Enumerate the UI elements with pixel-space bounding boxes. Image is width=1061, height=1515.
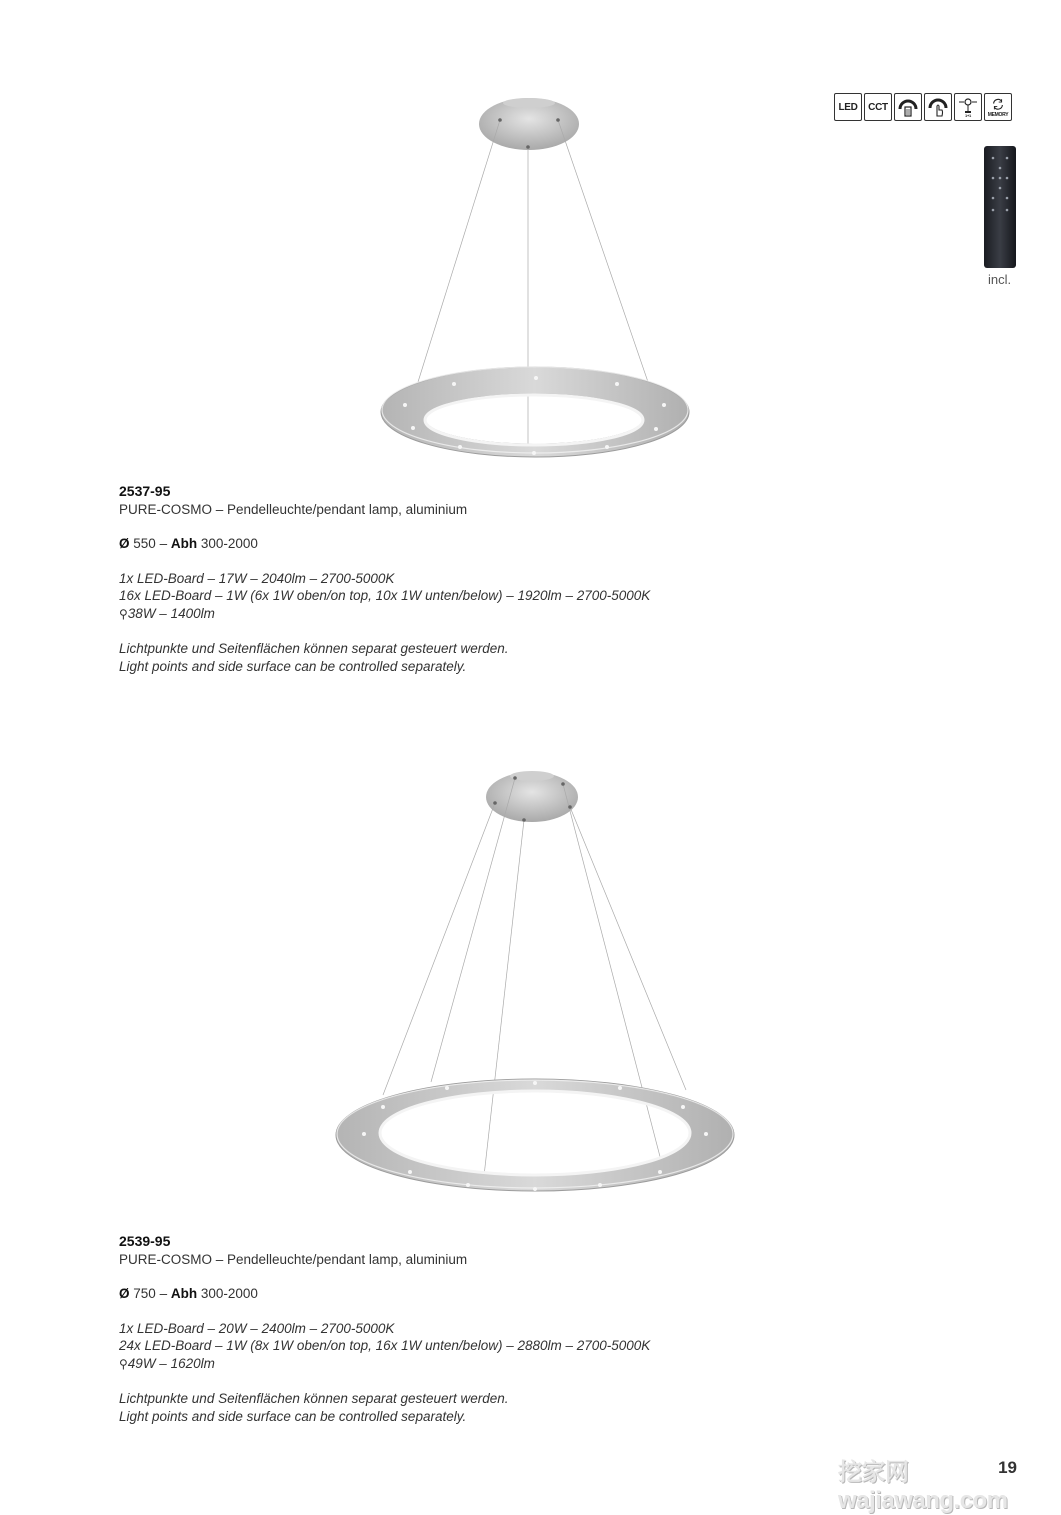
bulb-icon: ⚲ [119, 606, 128, 621]
product-specs [119, 1320, 819, 1374]
spec-line: ⚲38W – 1400lm [119, 605, 215, 621]
product-note [119, 1390, 819, 1425]
page-number: 19 [998, 1458, 1017, 1477]
product-name: PURE-COSMO – Pendelleuchte/pendant lamp, aluminium [119, 1251, 468, 1267]
product-block-2537-95 [119, 483, 819, 675]
cct-icon: CCT [864, 93, 892, 121]
product-specs [119, 570, 819, 624]
remote-caption: incl. [988, 272, 1012, 287]
product-name: PURE-COSMO – Pendelleuchte/pendant lamp, aluminium [119, 501, 468, 517]
spec-line: 1x LED-Board – 17W – 2040lm – 2700-5000K [119, 570, 395, 586]
spec-line: 1x LED-Board – 20W – 2400lm – 2700-5000K [119, 1320, 395, 1336]
note-de: Lichtpunkte und Seitenflächen können separat gesteuert werden. [119, 641, 509, 656]
product-code: 2537-95 [119, 483, 171, 499]
product-dimensions: Ø 550 – Abh 300-2000 [119, 536, 258, 551]
note-en: Light points and side surface can be controlled separately. [119, 1408, 467, 1424]
product-note [119, 640, 819, 675]
memory-icon: MEMORY [984, 93, 1012, 121]
product-dimensions: Ø 750 – Abh 300-2000 [119, 1286, 258, 1301]
led-icon: LED [834, 93, 862, 121]
svg-text:1+1: 1+1 [965, 113, 971, 118]
note-de: Lichtpunkte und Seitenflächen können separat gesteuert werden. [119, 1391, 509, 1406]
bulb-icon: ⚲ [119, 1356, 128, 1371]
watermark: 挖家网 wajiawang.com [838, 1459, 1008, 1514]
product-image-2537-95 [0, 90, 1061, 470]
product-image-2539-95 [0, 760, 1061, 1200]
product-code: 2539-95 [119, 1233, 171, 1249]
note-en: Light points and side surface can be controlled separately. [119, 658, 467, 674]
product-block-2539-95 [119, 1233, 819, 1425]
spec-line: ⚲49W – 1620lm [119, 1355, 215, 1371]
spec-line: 24x LED-Board – 1W (8x 1W oben/on top, 16x 1W unten/below) – 2880lm – 2700-5000K [119, 1338, 651, 1353]
spec-line: 16x LED-Board – 1W (6x 1W oben/on top, 10x 1W unten/below) – 1920lm – 2700-5000K [119, 588, 651, 603]
